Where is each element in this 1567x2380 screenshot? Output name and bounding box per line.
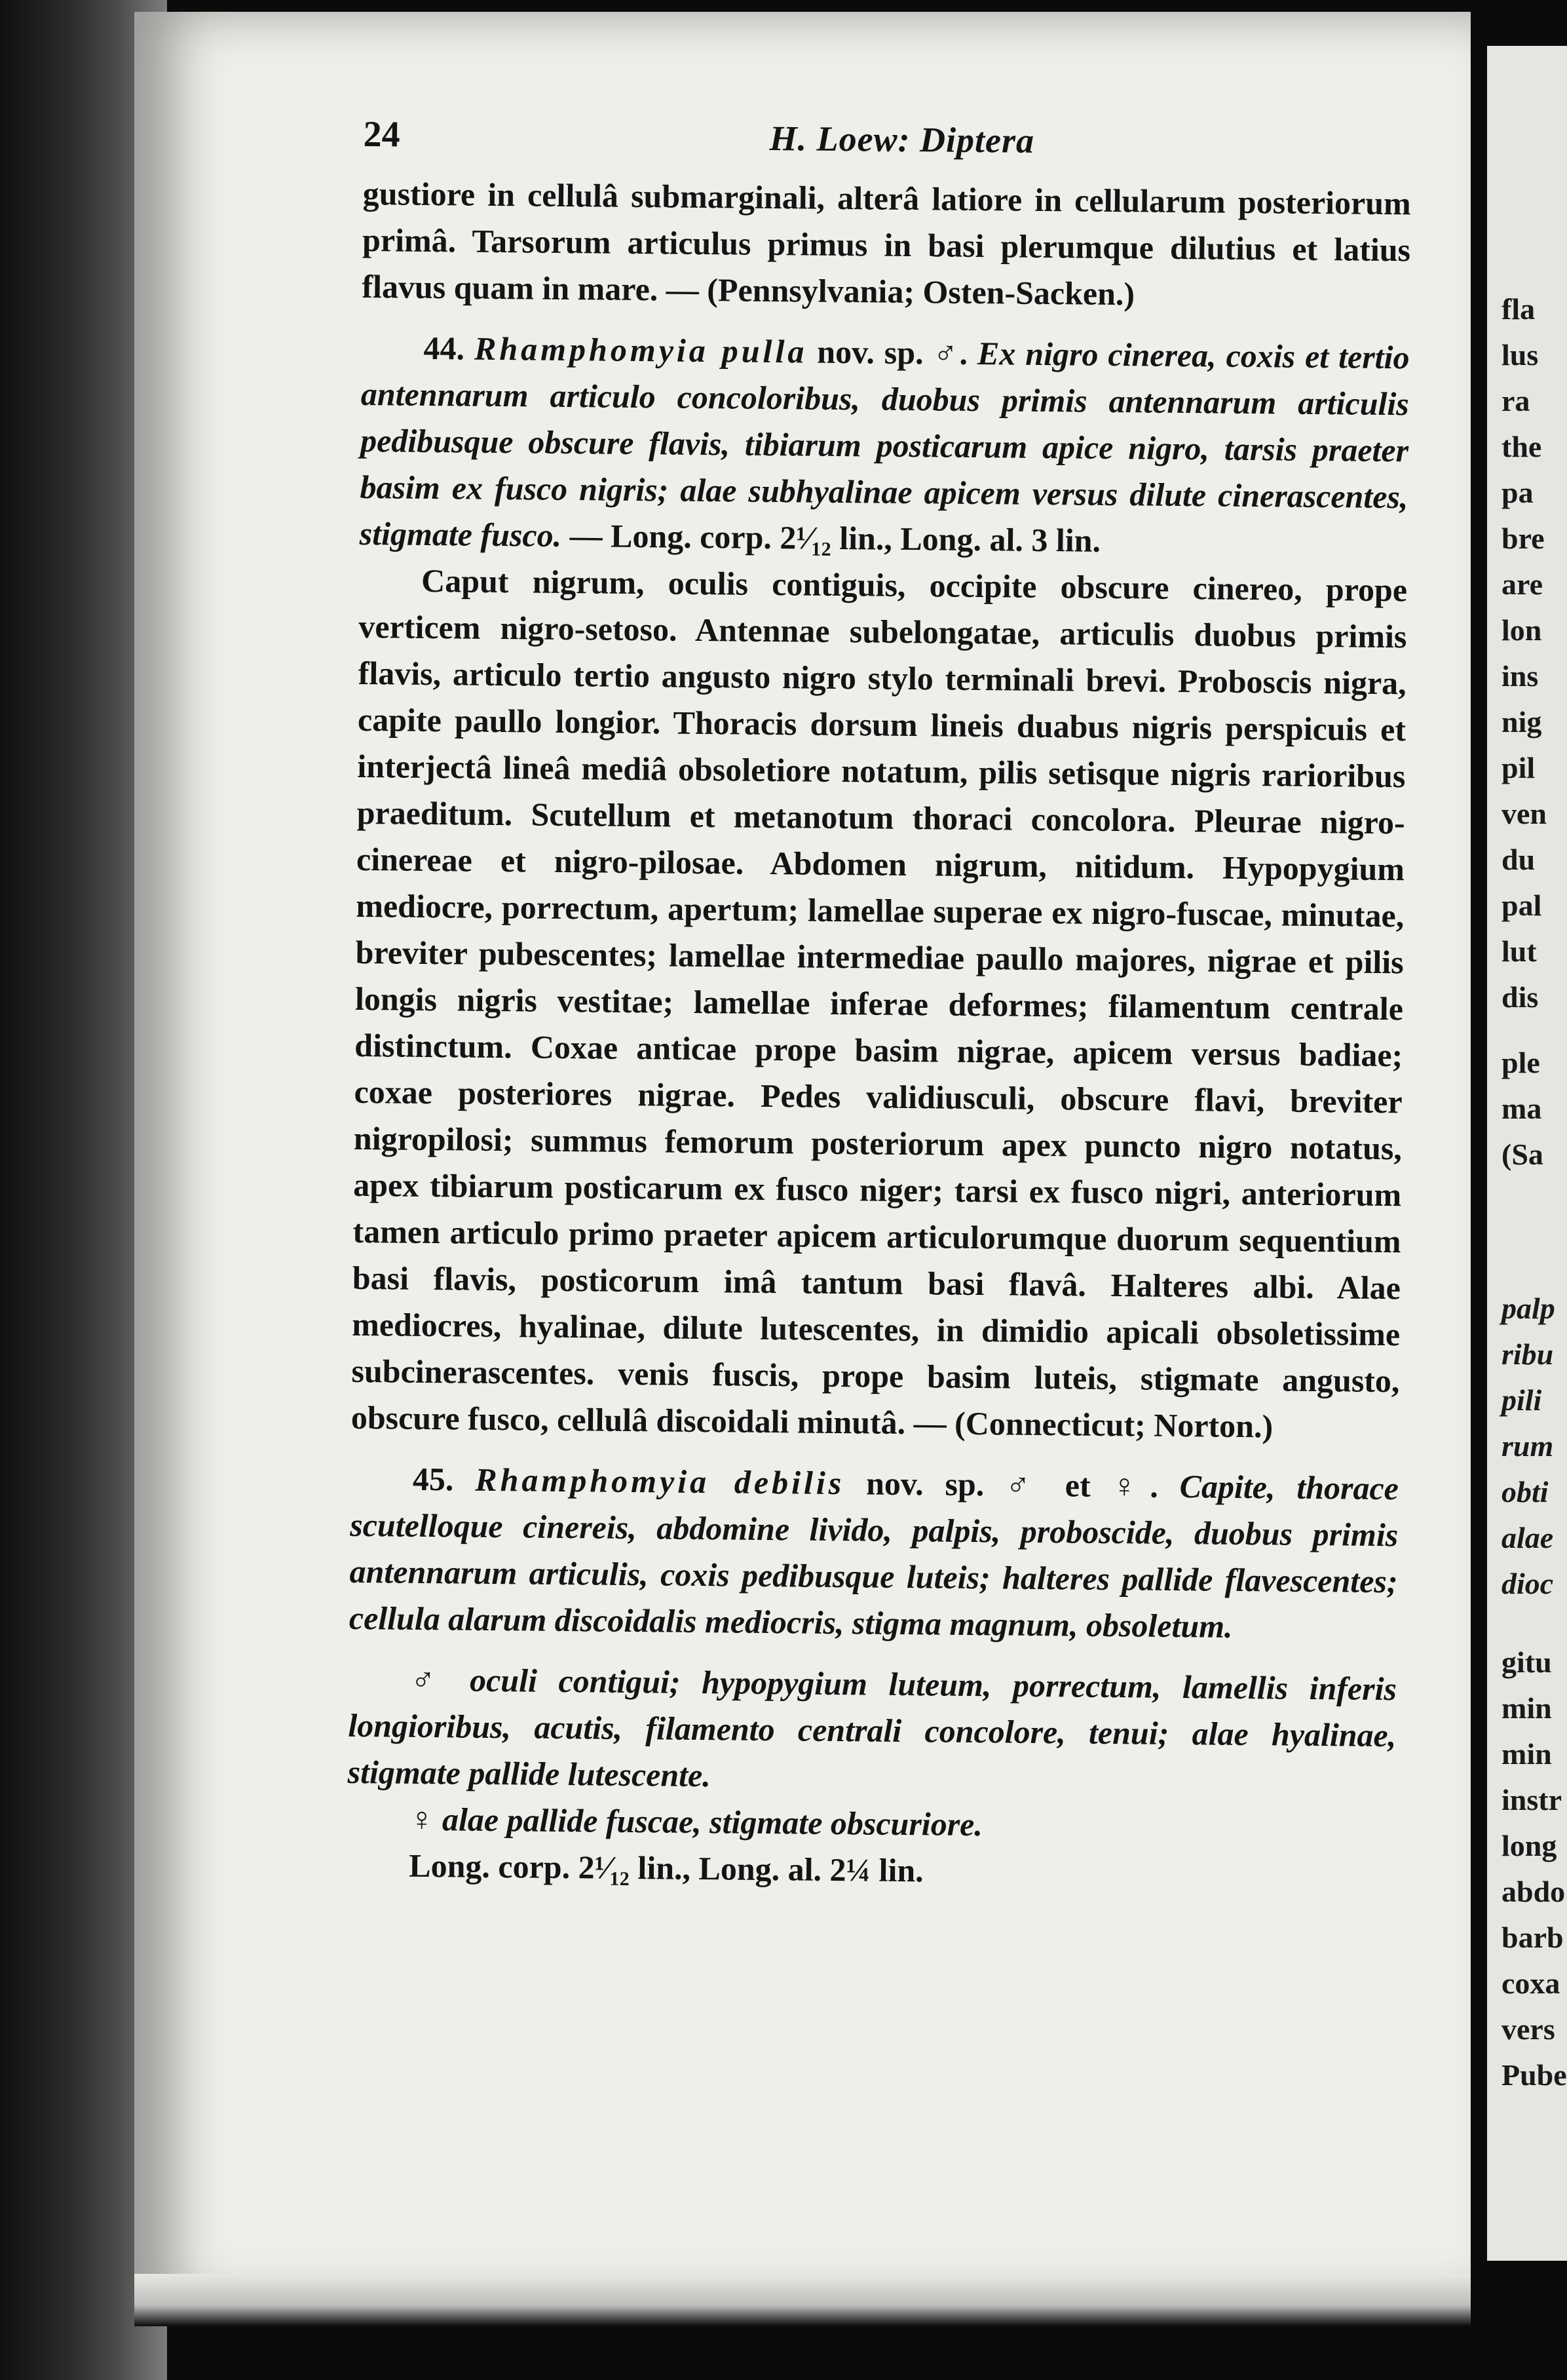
page-text-block (347, 111, 1412, 1898)
neighbor-fragment: min (1501, 1691, 1552, 1725)
neighbor-fragment: fla (1501, 292, 1536, 326)
diagnosis: Capite, thorace scutelloque cinereis, abdomine livido, palpis, proboscide, duobus primis antennarum articulis, coxis pedibusque luteis; halteres pallide flavescentes; cellula alarum discoidalis mediocris, stigma magnum, obsoletum. (349, 1468, 1399, 1645)
species-45-heading (349, 1455, 1399, 1651)
neighbor-fragment: palp (1501, 1292, 1555, 1325)
neighbor-fragment: pil (1501, 751, 1536, 784)
neighbor-fragment: gitu (1501, 1645, 1552, 1679)
sex-symbol: ♂ et ♀. (1005, 1466, 1159, 1505)
neighbor-fragment: vers (1501, 2012, 1555, 2046)
page-number: 24 (363, 113, 400, 155)
neighbor-fragment: pal (1501, 889, 1542, 922)
neighbor-fragment: ven (1501, 797, 1547, 830)
diagnosis: Ex nigro cinerea, coxis et tertio antennarum articulo concoloribus, duobus primis antennarum articulis pedibusque obscure flavis, tibiarum posticarum apice nigro, tarsis praeter basim ex fusco nigris; alae subhyalinae apicem versus dilute cinerascentes, stigmate fusco. (359, 335, 1410, 554)
neighbor-fragment: dioc (1501, 1567, 1554, 1600)
species-name: Rhamphomyia pulla (474, 330, 808, 370)
neighbor-fragment: dis (1501, 980, 1539, 1014)
neighbor-fragment: ple (1501, 1046, 1540, 1079)
species-44-heading (359, 324, 1409, 567)
neighbor-fragment: barb (1501, 1921, 1564, 1954)
continued-paragraph: gustiore in cellulâ submarginali, alterâ latiore in cellularum posteriorum primâ. Tarsorum articulus primus in basi plerumque dilutius et latius flavus quam in mare. — (Pennsylvania; Osten-Sacken.) (362, 174, 1411, 313)
neighbor-fragment: du (1501, 843, 1536, 876)
species-name: Rhamphomyia debilis (475, 1461, 845, 1502)
species-44-description: Caput nigrum, oculis contiguis, occipite obscure cinereo, prope verticem nigro-setoso. Antennae subelongatae, articulis duobus primis flavis, articulo tertio angusto nigro stylo terminali brevi. Proboscis nigra, capite paullo longior. Thoracis dorsum lineis duabus nigris perspicuis et interjectâ lineâ mediâ obsoletiore notatum, pilis setisque nigris rarioribus praeditum. Scutellum et metanotum thoraci concolora. Pleurae nigro-cinereae et nigro-pilosae. Abdomen nigrum, nitidum. Hypopygium mediocre, porrectum, apertum; lamellae superae ex nigro-fuscae, minutae, breviter pubescentes; lamellae intermediae paullo majores, nigrae et pilis longis nigris vestitae; lamellae inferae deformes; filamentum centrale distinctum. Coxae anticae prope basim nigrae, apicem versus badiae; coxae posteriores nigrae. Pedes validiusculi, obscure flavi, breviter nigropilosi; summus femorum posteriorum apex puncto nigro notatus, apex tibiarum posticarum ex fusco niger; tarsi ex fusco nigri, anteriorum tamen articulo primo praeter apicem articulorumque duorum sequentium basi flavis, posticorum imâ tantum basi flavâ. Halteres albi. Alae mediocres, hyalinae, dilute lutescentes, in dimidio apicali obsoletissime subcinerascentes. venis fuscis, prope basim luteis, stigmate angusto, obscure fusco, cellulâ discoidali minutâ. — (Connecticut; Norton.) (350, 562, 1408, 1445)
neighbor-fragment: min (1501, 1737, 1552, 1771)
neighbor-fragment: pili (1501, 1383, 1542, 1417)
neighbor-fragment: long (1501, 1829, 1557, 1862)
nov-sp: nov. sp. (817, 333, 924, 372)
nov-sp: nov. sp. (865, 1465, 985, 1503)
neighbor-fragment: alae (1501, 1521, 1554, 1554)
neighbor-fragment: lut (1501, 934, 1537, 968)
neighbor-fragment: bre (1501, 522, 1545, 555)
running-title: H. Loew: Diptera (769, 118, 1035, 161)
sex-symbol: ♂. (933, 334, 968, 372)
neighbor-fragment: lus (1501, 338, 1539, 372)
neighbor-fragment: lon (1501, 613, 1542, 647)
species-number: 45. (412, 1460, 454, 1498)
species-number: 44. (423, 329, 465, 367)
neighbor-fragment: ma (1501, 1092, 1542, 1125)
measurements: Long. corp. 2¹⁄₁₂ lin., Long. al. 2¼ lin. (409, 1847, 924, 1889)
neighbor-fragment: are (1501, 567, 1543, 601)
neighbor-fragment: nig (1501, 705, 1542, 739)
neighbor-fragment: instr (1501, 1783, 1562, 1816)
neighbor-fragment: ribu (1501, 1337, 1554, 1371)
neighbor-fragment: pa (1501, 476, 1534, 509)
measurements: — Long. corp. 2¹⁄₁₂ lin., Long. al. 3 lin. (569, 517, 1101, 559)
neighbor-fragment: ra (1501, 384, 1530, 417)
male-description: ♂ oculi contigui; hypopygium luteum, porrectum, lamellis inferis longioribus, acutis, filamento centrali concolore, tenui; alae hyalinae, stigmate pallide lutescente. (347, 1660, 1397, 1794)
neighbor-fragment: the (1501, 430, 1542, 463)
neighbor-page-strip (1487, 46, 1567, 2261)
neighbor-fragment: Pube (1501, 2058, 1567, 2092)
neighbor-fragment: ins (1501, 659, 1539, 693)
page-header (363, 111, 1412, 180)
female-description: ♀ alae pallide fuscae, stigmate obscuriore. (409, 1800, 983, 1843)
page-bottom-edge (134, 2274, 1471, 2326)
neighbor-fragment: coxa (1501, 1967, 1560, 2000)
neighbor-fragment: abdo (1501, 1875, 1566, 1908)
neighbor-fragment: obti (1501, 1475, 1549, 1508)
neighbor-fragment: (Sa (1501, 1138, 1543, 1171)
neighbor-fragment: rum (1501, 1429, 1554, 1463)
